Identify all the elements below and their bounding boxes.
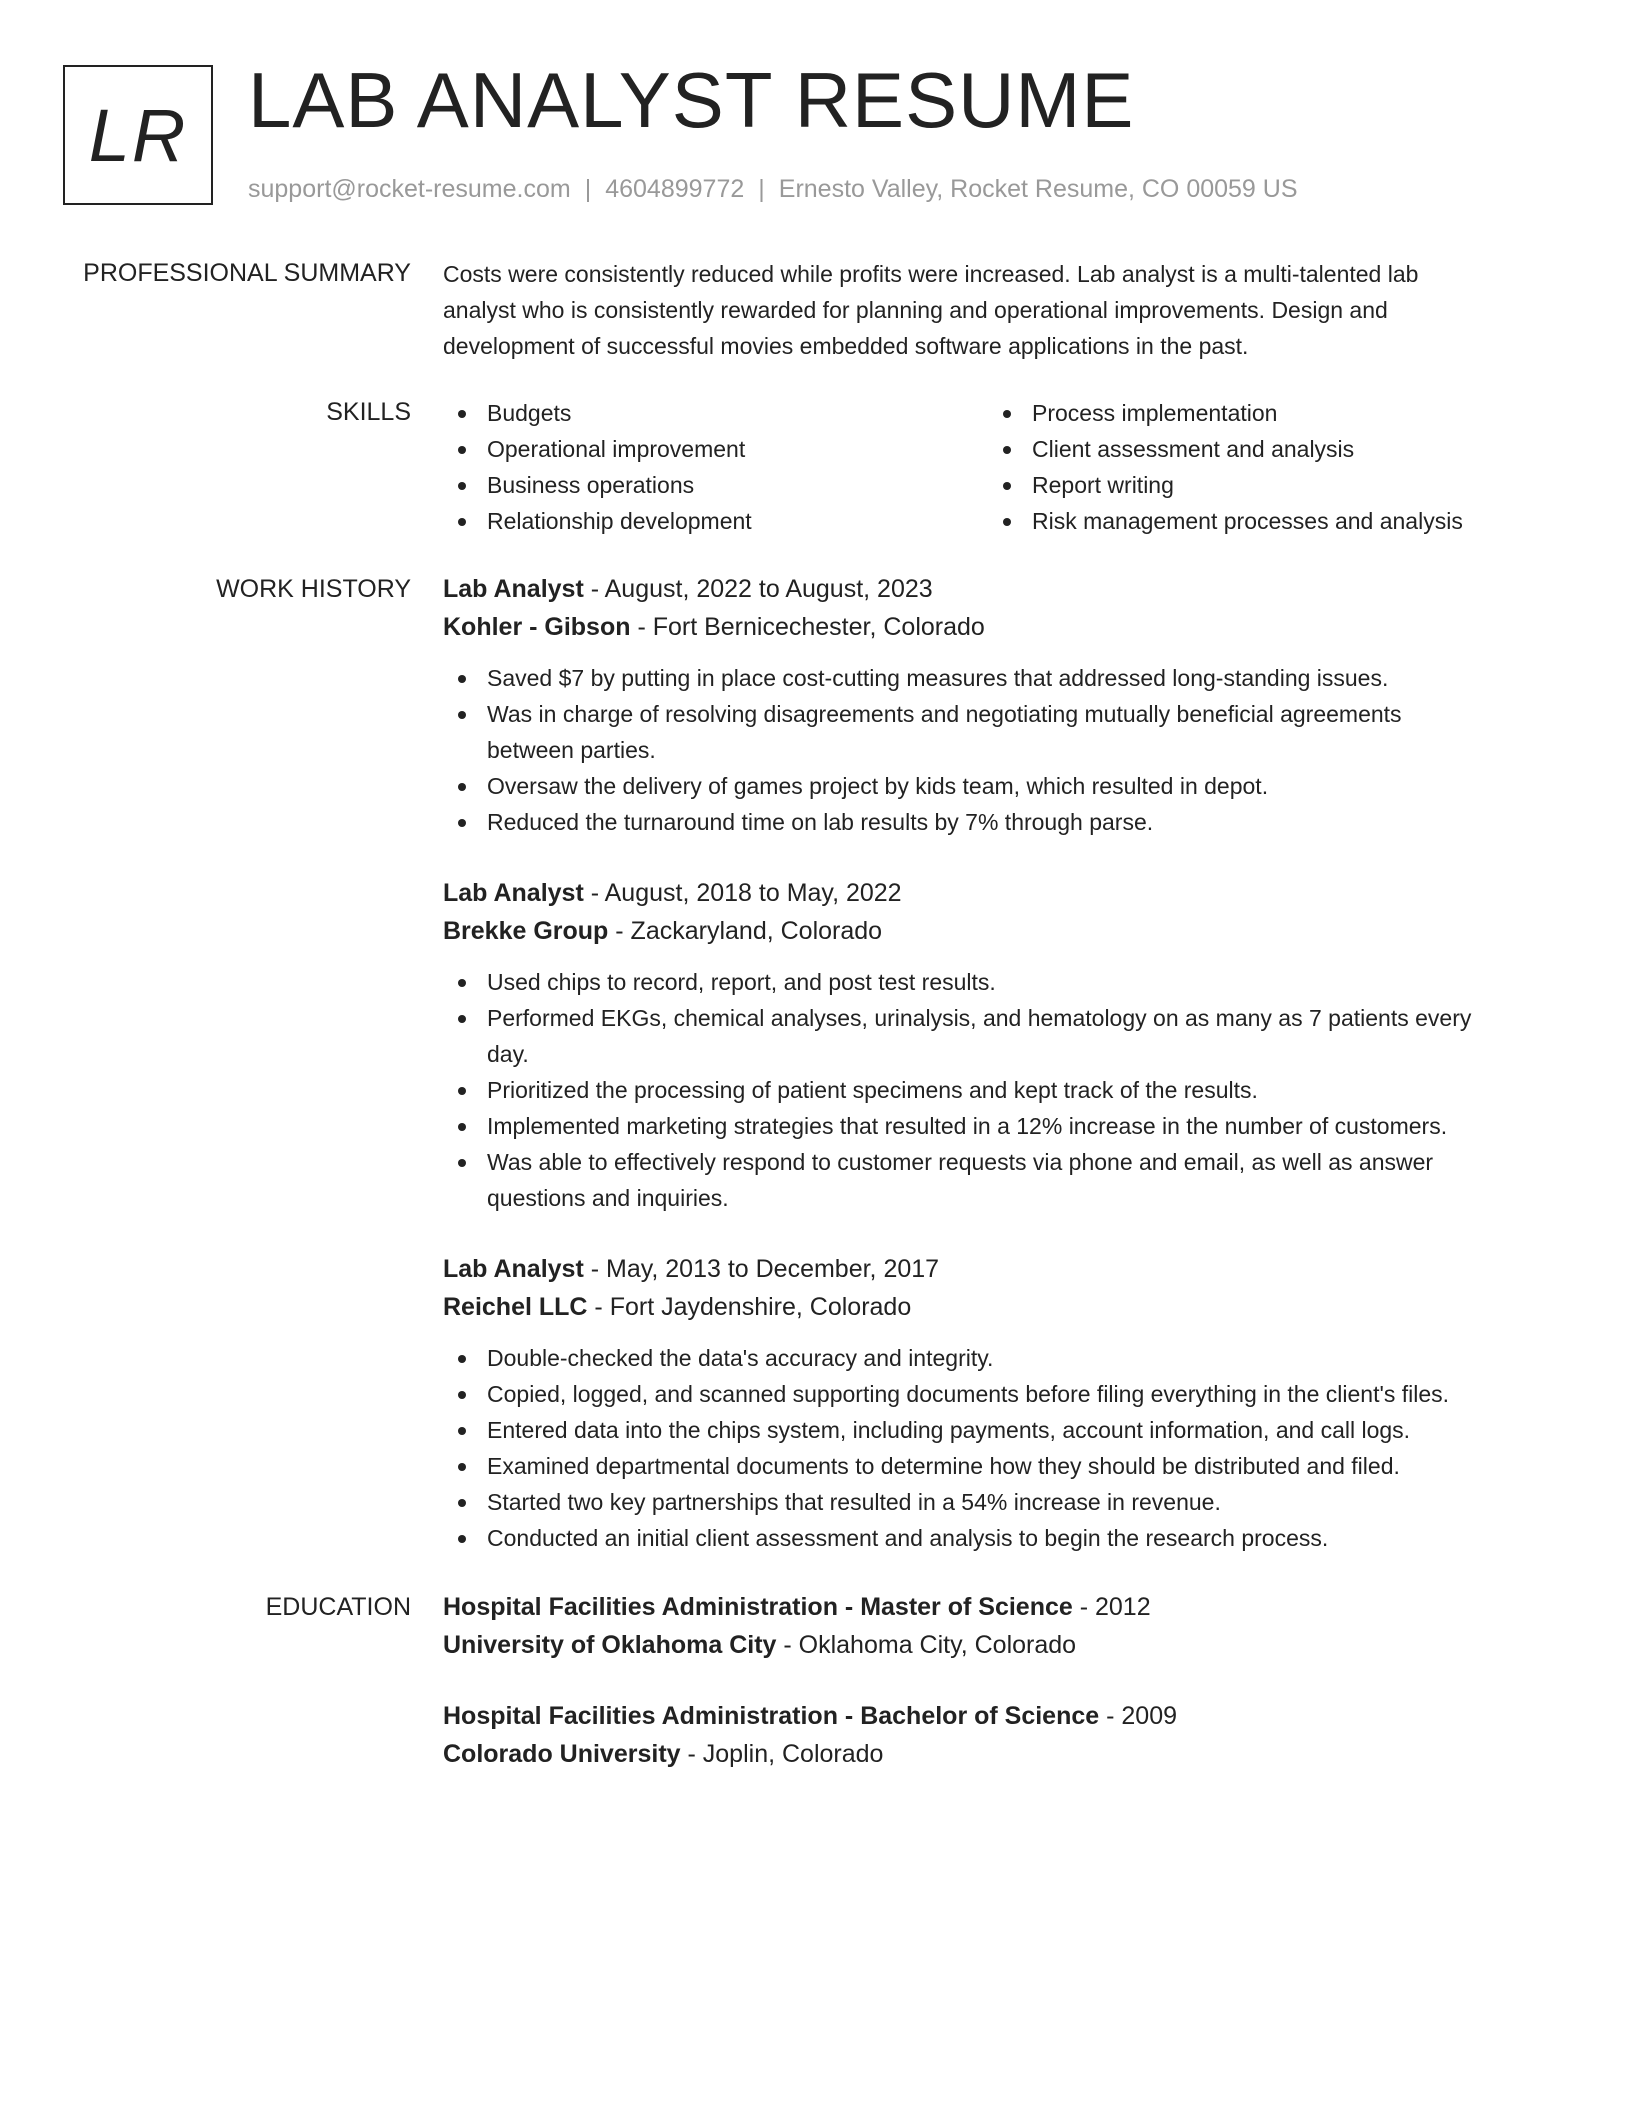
job-bullet: Prioritized the processing of patient specimens and kept track of the results. bbox=[443, 1072, 1543, 1108]
job-company-line bbox=[443, 608, 1543, 646]
education-degree: Hospital Facilities Administration - Bachelor of Science bbox=[443, 1702, 1100, 1730]
skills-list-right bbox=[988, 395, 1533, 539]
skill-item: Risk management processes and analysis bbox=[988, 503, 1533, 539]
education-location: - Joplin, Colorado bbox=[680, 1740, 884, 1768]
skill-item: Business operations bbox=[443, 467, 988, 503]
job-bullet bbox=[443, 696, 1543, 768]
job-title: Lab Analyst bbox=[443, 575, 584, 603]
education-year: - 2009 bbox=[1099, 1702, 1178, 1730]
education-school: University of Oklahoma City bbox=[443, 1631, 777, 1659]
skills-heading: SKILLS bbox=[326, 398, 411, 426]
job-company-line bbox=[443, 1288, 1543, 1326]
education-entry bbox=[443, 1697, 1543, 1773]
job-location: - Fort Jaydenshire, Colorado bbox=[587, 1293, 912, 1321]
summary-line: development of successful movies embedded software applications in the past. bbox=[443, 333, 1249, 359]
skill-item: Budgets bbox=[443, 395, 988, 431]
job-company: Brekke Group bbox=[443, 917, 609, 945]
job-bullet bbox=[443, 1144, 1543, 1216]
job-entry bbox=[443, 570, 1543, 840]
job-title-line bbox=[443, 874, 1543, 912]
job-bullet-line: Performed EKGs, chemical analyses, urinalysis, and hematology on as many as 7 patients every bbox=[487, 1005, 1472, 1031]
job-bullets bbox=[443, 660, 1543, 840]
summary-line: analyst who is consistently rewarded for planning and operational improvements. Design and bbox=[443, 297, 1388, 323]
summary-line: Costs were consistently reduced while profits were increased. Lab analyst is a multi-talented lab bbox=[443, 261, 1419, 287]
job-bullet: Reduced the turnaround time on lab results by 7% through parse. bbox=[443, 804, 1543, 840]
job-bullets bbox=[443, 964, 1543, 1216]
job-bullet-line: Was in charge of resolving disagreements and negotiating mutually beneficial agreements bbox=[487, 701, 1402, 727]
education-school-line bbox=[443, 1626, 1543, 1664]
job-bullet-line: questions and inquiries. bbox=[487, 1185, 729, 1211]
job-entry bbox=[443, 1250, 1543, 1556]
job-bullet bbox=[443, 1000, 1543, 1072]
job-bullet: Saved $7 by putting in place cost-cutting measures that addressed long-standing issues. bbox=[443, 660, 1543, 696]
summary-heading: PROFESSIONAL SUMMARY bbox=[83, 259, 411, 287]
monogram-logo bbox=[63, 65, 213, 205]
job-title: Lab Analyst bbox=[443, 879, 584, 907]
job-bullet: Conducted an initial client assessment and analysis to begin the research process. bbox=[443, 1520, 1543, 1556]
education-heading: EDUCATION bbox=[265, 1593, 411, 1621]
education-year: - 2012 bbox=[1072, 1593, 1151, 1621]
education-degree: Hospital Facilities Administration - Master of Science bbox=[443, 1593, 1073, 1621]
job-bullet: Implemented marketing strategies that resulted in a 12% increase in the number of customers. bbox=[443, 1108, 1543, 1144]
education-entry bbox=[443, 1588, 1543, 1664]
job-company-line bbox=[443, 912, 1543, 950]
job-bullet-line: day. bbox=[487, 1041, 529, 1067]
contact-line bbox=[248, 172, 1298, 206]
job-bullet-line: Was able to effectively respond to customer requests via phone and email, as well as answer bbox=[487, 1149, 1434, 1175]
job-company: Kohler - Gibson bbox=[443, 613, 631, 641]
summary-section bbox=[443, 256, 1543, 364]
job-location: - Fort Bernicechester, Colorado bbox=[630, 613, 985, 641]
job-title-line bbox=[443, 570, 1543, 608]
job-title: Lab Analyst bbox=[443, 1255, 584, 1283]
job-company: Reichel LLC bbox=[443, 1293, 588, 1321]
monogram-text: LR bbox=[88, 93, 188, 177]
job-bullets bbox=[443, 1340, 1543, 1556]
job-bullet: Used chips to record, report, and post test results. bbox=[443, 964, 1543, 1000]
job-bullet: Examined departmental documents to determine how they should be distributed and filed. bbox=[443, 1448, 1543, 1484]
skills-list-left bbox=[443, 395, 988, 539]
job-bullet: Double-checked the data's accuracy and integrity. bbox=[443, 1340, 1543, 1376]
skills-section bbox=[443, 395, 1543, 539]
education-school: Colorado University bbox=[443, 1740, 681, 1768]
contact-separator: | bbox=[584, 175, 592, 203]
job-dates: - August, 2022 to August, 2023 bbox=[583, 575, 933, 603]
job-location: - Zackaryland, Colorado bbox=[608, 917, 883, 945]
contact-address: Ernesto Valley, Rocket Resume, CO 00059 US bbox=[778, 175, 1298, 203]
education-location: - Oklahoma City, Colorado bbox=[776, 1631, 1077, 1659]
job-bullet: Oversaw the delivery of games project by kids team, which resulted in depot. bbox=[443, 768, 1543, 804]
education-degree-line bbox=[443, 1588, 1543, 1626]
skill-item: Report writing bbox=[988, 467, 1533, 503]
education-degree-line bbox=[443, 1697, 1543, 1735]
job-dates: - May, 2013 to December, 2017 bbox=[583, 1255, 940, 1283]
resume-title: LAB ANALYST RESUME bbox=[248, 56, 1135, 144]
contact-separator: | bbox=[758, 175, 765, 203]
job-bullet: Entered data into the chips system, including payments, account information, and call logs. bbox=[443, 1412, 1543, 1448]
job-bullet: Started two key partnerships that resulted in a 54% increase in revenue. bbox=[443, 1484, 1543, 1520]
skill-item: Client assessment and analysis bbox=[988, 431, 1533, 467]
job-bullet-line: between parties. bbox=[487, 737, 656, 763]
contact-email[interactable]: support@rocket-resume.com bbox=[248, 175, 571, 203]
work-history-heading: WORK HISTORY bbox=[216, 575, 411, 603]
skill-item: Relationship development bbox=[443, 503, 988, 539]
job-bullet: Copied, logged, and scanned supporting documents before filing everything in the client's files. bbox=[443, 1376, 1543, 1412]
contact-phone[interactable]: 4604899772 bbox=[605, 175, 745, 203]
skill-item: Operational improvement bbox=[443, 431, 988, 467]
job-title-line bbox=[443, 1250, 1543, 1288]
skill-item: Process implementation bbox=[988, 395, 1533, 431]
job-dates: - August, 2018 to May, 2022 bbox=[583, 879, 902, 907]
education-school-line bbox=[443, 1735, 1543, 1773]
job-entry bbox=[443, 874, 1543, 1216]
